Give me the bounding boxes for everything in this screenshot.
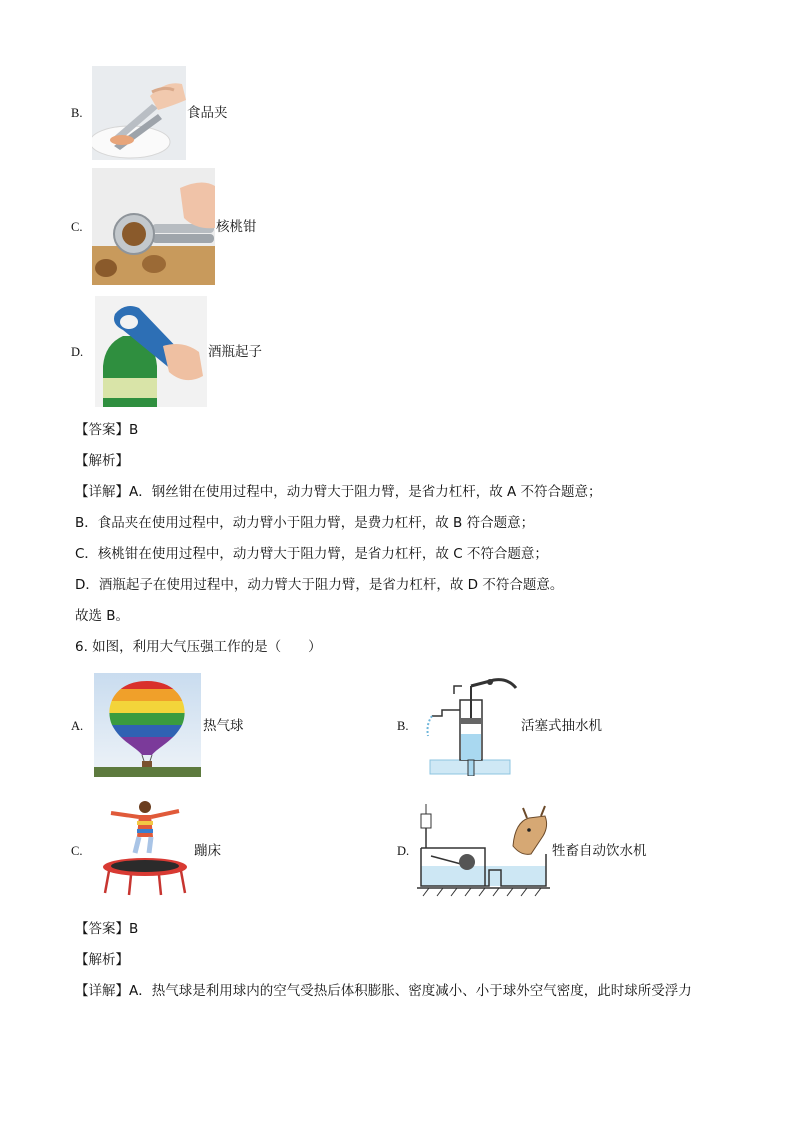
q6-option-text-b: 活塞式抽水机 [521, 718, 602, 734]
detail-q6-line-1: 【详解】A．热气球是利用球内的空气受热后体积膨胀、密度减小、小于球外空气密度，此时球所受浮力 [75, 983, 692, 999]
option-text-bottle-opener: 酒瓶起子 [208, 344, 262, 360]
q6-option-letter-b: B. [397, 719, 409, 733]
option-letter-d: D. [71, 345, 84, 359]
option-letter-c: C. [71, 220, 83, 234]
answer-q5: 【答案】B [75, 422, 139, 438]
food-tongs-photo [92, 66, 186, 160]
option-text-food-tongs: 食品夹 [187, 105, 228, 121]
q6-option-text-a: 热气球 [203, 718, 244, 734]
q6-option-letter-a: A. [71, 719, 84, 733]
hot-air-balloon-photo [94, 673, 201, 777]
walnut-cracker-photo [92, 168, 215, 285]
detail-line-3: C．核桃钳在使用过程中，动力臂大于阻力臂，是省力杠杆，故 C 不符合题意； [75, 546, 548, 562]
detail-line-4: D．酒瓶起子在使用过程中，动力臂大于阻力臂，是省力杠杆，故 D 不符合题意。 [75, 577, 564, 593]
detail-line-1: 【详解】A．钢丝钳在使用过程中，动力臂大于阻力臂，是省力杠杆，故 A 不符合题意； [75, 484, 602, 500]
q6-option-text-c: 蹦床 [194, 843, 221, 859]
piston-pump-diagram [418, 676, 518, 776]
q6-option-letter-c: C. [71, 844, 83, 858]
analysis-heading-q5: 【解析】 [75, 453, 129, 469]
answer-q6: 【答案】B [75, 921, 139, 937]
bottle-opener-photo [95, 296, 207, 407]
detail-line-2: B．食品夹在使用过程中，动力臂小于阻力臂，是费力杠杆，故 B 符合题意； [75, 515, 535, 531]
trampoline-photo [99, 797, 192, 897]
q6-option-text-d: 牲畜自动饮水机 [552, 843, 647, 859]
q6-option-letter-d: D. [397, 844, 410, 858]
question-6: 6. 如图，利用大气压强工作的是（ ） [75, 639, 322, 655]
option-text-walnut-cracker: 核桃钳 [216, 219, 257, 235]
detail-conclusion: 故选 B。 [75, 608, 130, 624]
option-letter-b: B. [71, 106, 83, 120]
livestock-waterer-diagram [417, 800, 550, 897]
analysis-heading-q6: 【解析】 [75, 952, 129, 968]
